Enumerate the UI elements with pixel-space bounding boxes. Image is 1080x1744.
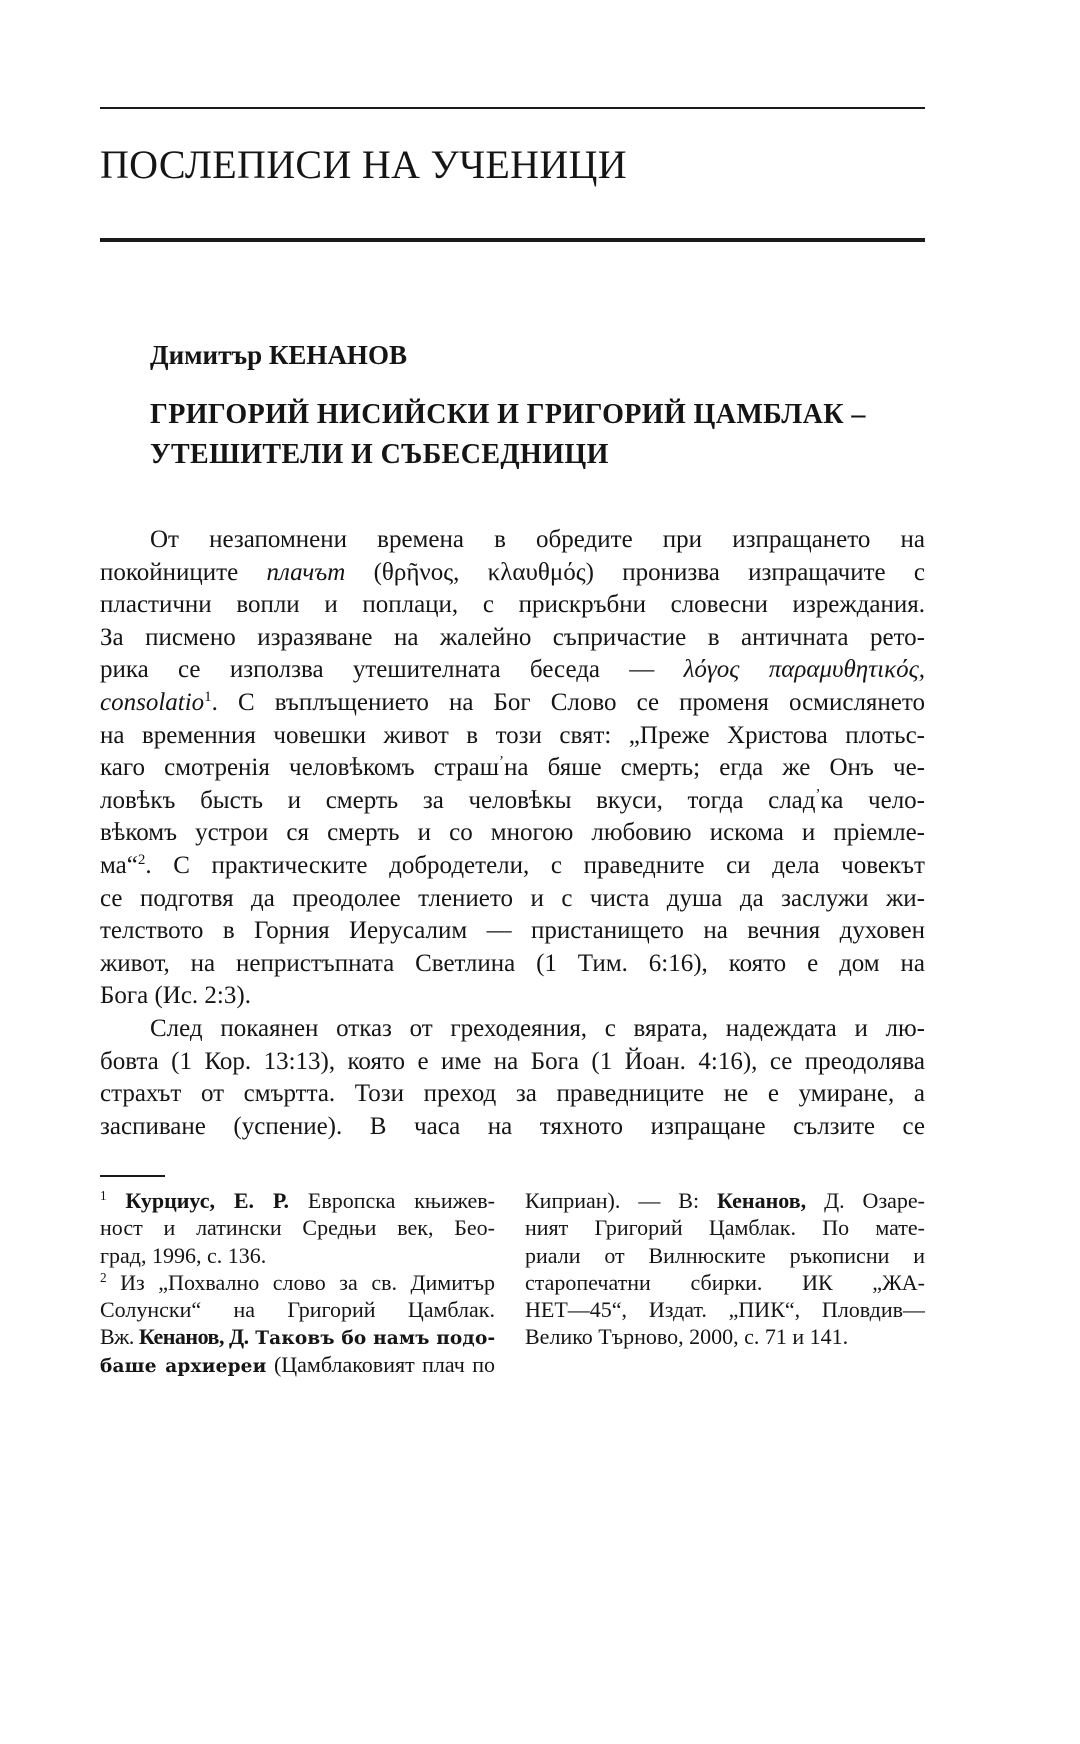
text-run: покойниците <box>100 558 267 586</box>
text-run: бовта (1 Кор. 13:13), която е име на Бога (1 Йоан. 4:16), се преодолява <box>100 1047 925 1075</box>
footnote-line <box>525 1242 925 1269</box>
text-run: рика се използва утешителната беседа — <box>100 656 684 684</box>
body-line <box>100 1013 925 1046</box>
text-run: (Цамблаковият плач по <box>266 1351 495 1377</box>
text-run: град, 1996, с. 136. <box>100 1242 267 1268</box>
article-body <box>100 524 925 1143</box>
text-run: . С практическите добродетели, с праведните си дела човекът <box>145 851 925 879</box>
footnote-line <box>100 1351 495 1378</box>
text-run: заспиване (успение). В часа на тяхното изпращане сълзите се <box>100 1112 925 1140</box>
body-line <box>100 785 925 818</box>
text-run: на временния човешки живот в този свят: „Преже Христова плотьс- <box>100 721 925 749</box>
body-line <box>100 687 925 720</box>
superscript-mark: 2 <box>100 1269 107 1285</box>
text-run: старопечатни сбирки. ИК „ЖА- <box>525 1269 925 1295</box>
text-run: Европска књижев- <box>289 1188 495 1213</box>
bold-text: Курциус, Е. Р. <box>106 1188 290 1213</box>
footnote-line <box>100 1187 495 1214</box>
text-run: (θρῆνος, κλαυθμός) пронизва изпращачите с <box>345 558 925 586</box>
text-run: страхът от смъртта. Този преход за праведниците не е умиране, а <box>100 1080 925 1108</box>
text-run: Велико Търново, 2000, с. 71 и 141. <box>525 1324 849 1350</box>
italic-text: consolatio <box>100 688 205 716</box>
superscript-mark: 1 <box>204 688 212 705</box>
body-line <box>100 654 925 687</box>
text-run: ният Григорий Цамблак. По мате- <box>525 1215 925 1241</box>
text-run: НЕТ—45“, Издат. „ПИК“, Пловдив— <box>525 1297 925 1323</box>
body-line <box>100 524 925 557</box>
footnote-line <box>525 1187 925 1214</box>
church-slavonic-text: Таковъ бо намъ подо- <box>248 1328 495 1350</box>
text-run: вѣкомъ устрои ся смерть и со многою любовию искома и пріемле- <box>100 819 925 847</box>
italic-text: плачът <box>266 558 346 586</box>
body-line <box>100 883 925 916</box>
footnote-line <box>100 1296 495 1323</box>
body-line <box>100 557 925 590</box>
text-run: риали от Вилнюските ръкописни и <box>525 1242 925 1268</box>
footnote-line <box>525 1269 925 1296</box>
bold-text: Кенанов, Д. <box>138 1324 249 1350</box>
text-run: ност и латински Средњи век, Бео- <box>100 1215 495 1241</box>
text-run: каго смотренія человѣкомъ страш <box>100 754 499 782</box>
text-run: Вж. <box>100 1324 139 1350</box>
bold-text: Кенанов, <box>717 1188 807 1213</box>
text-run: ловѣкъ бысть и смерть за человѣкы вкуси, тогда слад <box>100 786 816 814</box>
body-line <box>100 720 925 753</box>
italic-text: λόγος παραμυθητικός, <box>683 656 925 684</box>
article-title-line: УТЕШИТЕЛИ И СЪБЕСЕДНИЦИ <box>150 439 609 470</box>
body-line <box>100 850 925 883</box>
text-run: След покаянен отказ от греходеяния, с вярата, надеждата и лю- <box>150 1014 925 1042</box>
text-run: пластични вопли и поплаци, с прискръбни словесни изреждания. <box>100 591 925 619</box>
church-slavonic-text: баше архиереи <box>100 1355 267 1377</box>
footnote-line <box>100 1214 495 1241</box>
footnote-line <box>525 1214 925 1241</box>
body-line <box>100 948 925 981</box>
footnotes-left-column <box>100 1187 495 1378</box>
text-run: От незапомнени времена в обредите при изпращането на <box>150 526 925 553</box>
body-line <box>100 1046 925 1079</box>
header-rule-thick <box>100 238 925 242</box>
text-run: живот, на непристъпната Светлина (1 Тим. 6:16), която е дом на <box>100 949 925 977</box>
footnotes-right-column <box>525 1187 925 1351</box>
superscript-mark: 2 <box>137 851 146 868</box>
text-run: Бога (Ис. 2:3). <box>100 982 251 1010</box>
text-run: . С въплъщението на Бог Слово се променя осмислянето <box>211 688 925 716</box>
text-run: Д. Озаре- <box>806 1188 925 1213</box>
body-line <box>100 980 925 1013</box>
body-line <box>100 1078 925 1111</box>
text-run: телството в Горния Иерусалим — пристанището на вечния духовен <box>100 917 925 945</box>
body-line <box>100 1111 925 1144</box>
text-run: се подготвя да преодолее тлението и с чиста душа да заслужи жи- <box>100 884 925 912</box>
footnote-separator <box>100 1175 165 1177</box>
section-heading: ПОСЛЕПИСИ НА УЧЕНИЦИ <box>100 142 627 187</box>
text-run: Киприан). — В: <box>525 1188 718 1213</box>
text-run: на бяше смерть; егда же Онъ че- <box>503 754 925 782</box>
article-title-line: ГРИГОРИЙ НИСИЙСКИ И ГРИГОРИЙ ЦАМБЛАК – <box>150 399 866 430</box>
text-run: ма“ <box>100 851 138 879</box>
paragraph <box>100 524 925 1013</box>
footnote-line <box>100 1269 495 1296</box>
paragraph <box>100 1013 925 1143</box>
superscript-mark: ʼ <box>498 754 504 771</box>
text-run: Из „Похвално слово за св. Димитър <box>106 1269 495 1295</box>
text-run: Солунски“ на Григорий Цамблак. <box>100 1297 495 1323</box>
text-run: За писмено изразяване на жалейно съпричастие в античната рето- <box>100 623 925 651</box>
footnote-line <box>100 1242 495 1269</box>
body-line <box>100 915 925 948</box>
article-title <box>150 395 866 475</box>
footnote-line <box>100 1323 495 1350</box>
footnote-line <box>525 1296 925 1323</box>
body-line <box>100 589 925 622</box>
article-author: Димитър КЕНАНОВ <box>150 340 407 370</box>
body-line <box>100 622 925 655</box>
text-run: ка чело- <box>820 786 925 814</box>
body-line <box>100 817 925 850</box>
superscript-mark: ʼ <box>815 786 821 803</box>
header-rule-thin <box>100 107 925 109</box>
body-line <box>100 752 925 785</box>
footnote-line <box>525 1323 925 1350</box>
superscript-mark: 1 <box>100 1188 107 1204</box>
